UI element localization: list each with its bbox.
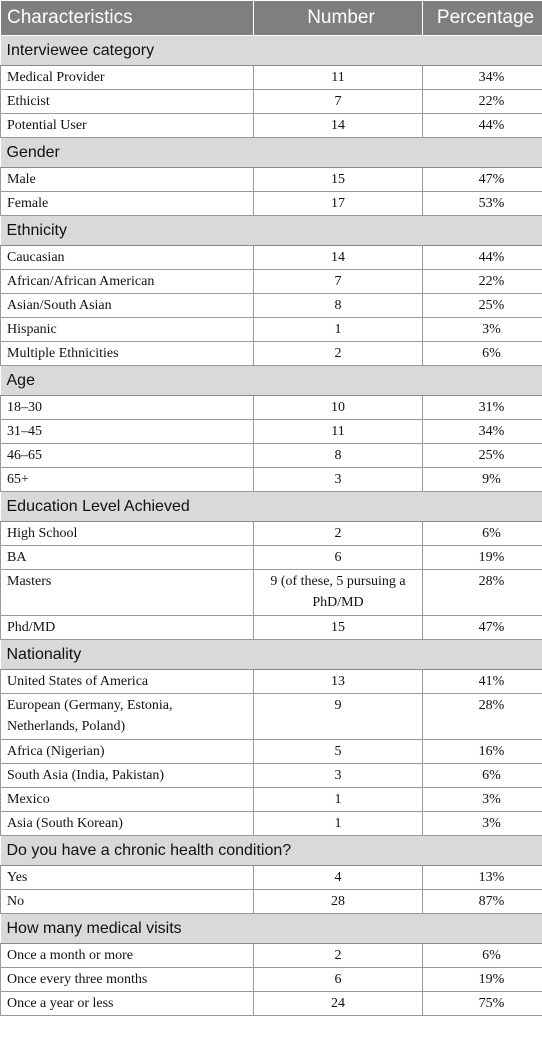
table-row: [1, 342, 542, 366]
row-label: Yes: [1, 866, 254, 890]
table-body: [1, 36, 542, 1016]
row-label: Mexico: [1, 788, 254, 812]
table-row: [1, 694, 542, 740]
section-row: [1, 36, 542, 66]
row-percentage: 75%: [423, 992, 542, 1016]
row-number: 2: [254, 522, 423, 546]
row-number: 4: [254, 866, 423, 890]
row-number: 1: [254, 318, 423, 342]
row-label: Medical Provider: [1, 66, 254, 90]
row-number: 7: [254, 270, 423, 294]
row-percentage: 6%: [423, 522, 542, 546]
row-percentage: 6%: [423, 764, 542, 788]
row-label: European (Germany, Estonia, Netherlands, Poland): [1, 694, 254, 740]
row-label: No: [1, 890, 254, 914]
row-number: 24: [254, 992, 423, 1016]
row-number: 9 (of these, 5 pursuing a PhD/MD: [254, 570, 423, 616]
row-label: Once every three months: [1, 968, 254, 992]
row-percentage: 47%: [423, 616, 542, 640]
row-percentage: 47%: [423, 168, 542, 192]
row-label: Once a year or less: [1, 992, 254, 1016]
section-title: Gender: [1, 138, 542, 168]
table-row: [1, 570, 542, 616]
table-row: [1, 764, 542, 788]
row-percentage: 6%: [423, 944, 542, 968]
table-row: [1, 740, 542, 764]
row-label: Multiple Ethnicities: [1, 342, 254, 366]
row-label: South Asia (India, Pakistan): [1, 764, 254, 788]
row-percentage: 3%: [423, 812, 542, 836]
table-row: [1, 546, 542, 570]
table-row: [1, 192, 542, 216]
section-title: How many medical visits: [1, 914, 542, 944]
row-number: 6: [254, 546, 423, 570]
row-number: 17: [254, 192, 423, 216]
row-number: 11: [254, 420, 423, 444]
row-number: 3: [254, 764, 423, 788]
row-percentage: 16%: [423, 740, 542, 764]
table-row: [1, 114, 542, 138]
row-label: Female: [1, 192, 254, 216]
table-row: [1, 944, 542, 968]
row-label: 31–45: [1, 420, 254, 444]
row-number: 1: [254, 788, 423, 812]
row-label: Hispanic: [1, 318, 254, 342]
row-number: 15: [254, 168, 423, 192]
row-percentage: 31%: [423, 396, 542, 420]
row-number: 9: [254, 694, 423, 740]
row-label: 46–65: [1, 444, 254, 468]
row-percentage: 3%: [423, 788, 542, 812]
row-label: Asia (South Korean): [1, 812, 254, 836]
row-label: Potential User: [1, 114, 254, 138]
table-row: [1, 468, 542, 492]
table-row: [1, 168, 542, 192]
section-title: Interviewee category: [1, 36, 542, 66]
row-number: 1: [254, 812, 423, 836]
row-percentage: 53%: [423, 192, 542, 216]
row-percentage: 9%: [423, 468, 542, 492]
row-label: Ethicist: [1, 90, 254, 114]
header-row: [1, 1, 542, 36]
section-row: [1, 216, 542, 246]
table-row: [1, 788, 542, 812]
row-label: Masters: [1, 570, 254, 616]
table-row: [1, 294, 542, 318]
table-row: [1, 890, 542, 914]
row-label: United States of America: [1, 670, 254, 694]
row-percentage: 34%: [423, 420, 542, 444]
row-number: 7: [254, 90, 423, 114]
row-number: 8: [254, 294, 423, 318]
row-label: Once a month or more: [1, 944, 254, 968]
section-row: [1, 138, 542, 168]
section-title: Nationality: [1, 640, 542, 670]
row-percentage: 13%: [423, 866, 542, 890]
row-number: 2: [254, 944, 423, 968]
section-title: Education Level Achieved: [1, 492, 542, 522]
table-row: [1, 420, 542, 444]
table-row: [1, 396, 542, 420]
row-number: 6: [254, 968, 423, 992]
table-row: [1, 992, 542, 1016]
row-percentage: 28%: [423, 570, 542, 616]
row-percentage: 19%: [423, 968, 542, 992]
row-number: 15: [254, 616, 423, 640]
section-row: [1, 366, 542, 396]
row-label: Phd/MD: [1, 616, 254, 640]
row-label: High School: [1, 522, 254, 546]
row-label: 65+: [1, 468, 254, 492]
header-percentage: Percentage: [423, 1, 542, 36]
table-row: [1, 522, 542, 546]
row-number: 28: [254, 890, 423, 914]
table-row: [1, 66, 542, 90]
row-percentage: 41%: [423, 670, 542, 694]
row-number: 5: [254, 740, 423, 764]
row-number: 13: [254, 670, 423, 694]
row-percentage: 3%: [423, 318, 542, 342]
row-label: Caucasian: [1, 246, 254, 270]
row-percentage: 28%: [423, 694, 542, 740]
table-row: [1, 444, 542, 468]
row-percentage: 44%: [423, 114, 542, 138]
row-percentage: 19%: [423, 546, 542, 570]
row-percentage: 25%: [423, 294, 542, 318]
table-row: [1, 616, 542, 640]
row-number: 3: [254, 468, 423, 492]
table-row: [1, 866, 542, 890]
row-label: Male: [1, 168, 254, 192]
row-percentage: 22%: [423, 90, 542, 114]
section-row: [1, 836, 542, 866]
table-row: [1, 670, 542, 694]
section-row: [1, 914, 542, 944]
row-number: 14: [254, 246, 423, 270]
table-row: [1, 318, 542, 342]
row-number: 11: [254, 66, 423, 90]
section-title: Age: [1, 366, 542, 396]
row-number: 14: [254, 114, 423, 138]
section-row: [1, 492, 542, 522]
row-percentage: 44%: [423, 246, 542, 270]
row-percentage: 87%: [423, 890, 542, 914]
section-row: [1, 640, 542, 670]
header-characteristics: Characteristics: [1, 1, 254, 36]
row-label: African/African American: [1, 270, 254, 294]
header-number: Number: [254, 1, 423, 36]
section-title: Ethnicity: [1, 216, 542, 246]
row-percentage: 25%: [423, 444, 542, 468]
row-percentage: 22%: [423, 270, 542, 294]
row-percentage: 34%: [423, 66, 542, 90]
row-percentage: 6%: [423, 342, 542, 366]
table-row: [1, 246, 542, 270]
row-number: 8: [254, 444, 423, 468]
section-title: Do you have a chronic health condition?: [1, 836, 542, 866]
row-label: 18–30: [1, 396, 254, 420]
row-number: 2: [254, 342, 423, 366]
table-row: [1, 812, 542, 836]
row-label: BA: [1, 546, 254, 570]
table-row: [1, 270, 542, 294]
row-label: Africa (Nigerian): [1, 740, 254, 764]
table-row: [1, 968, 542, 992]
row-label: Asian/South Asian: [1, 294, 254, 318]
table-row: [1, 90, 542, 114]
row-number: 10: [254, 396, 423, 420]
